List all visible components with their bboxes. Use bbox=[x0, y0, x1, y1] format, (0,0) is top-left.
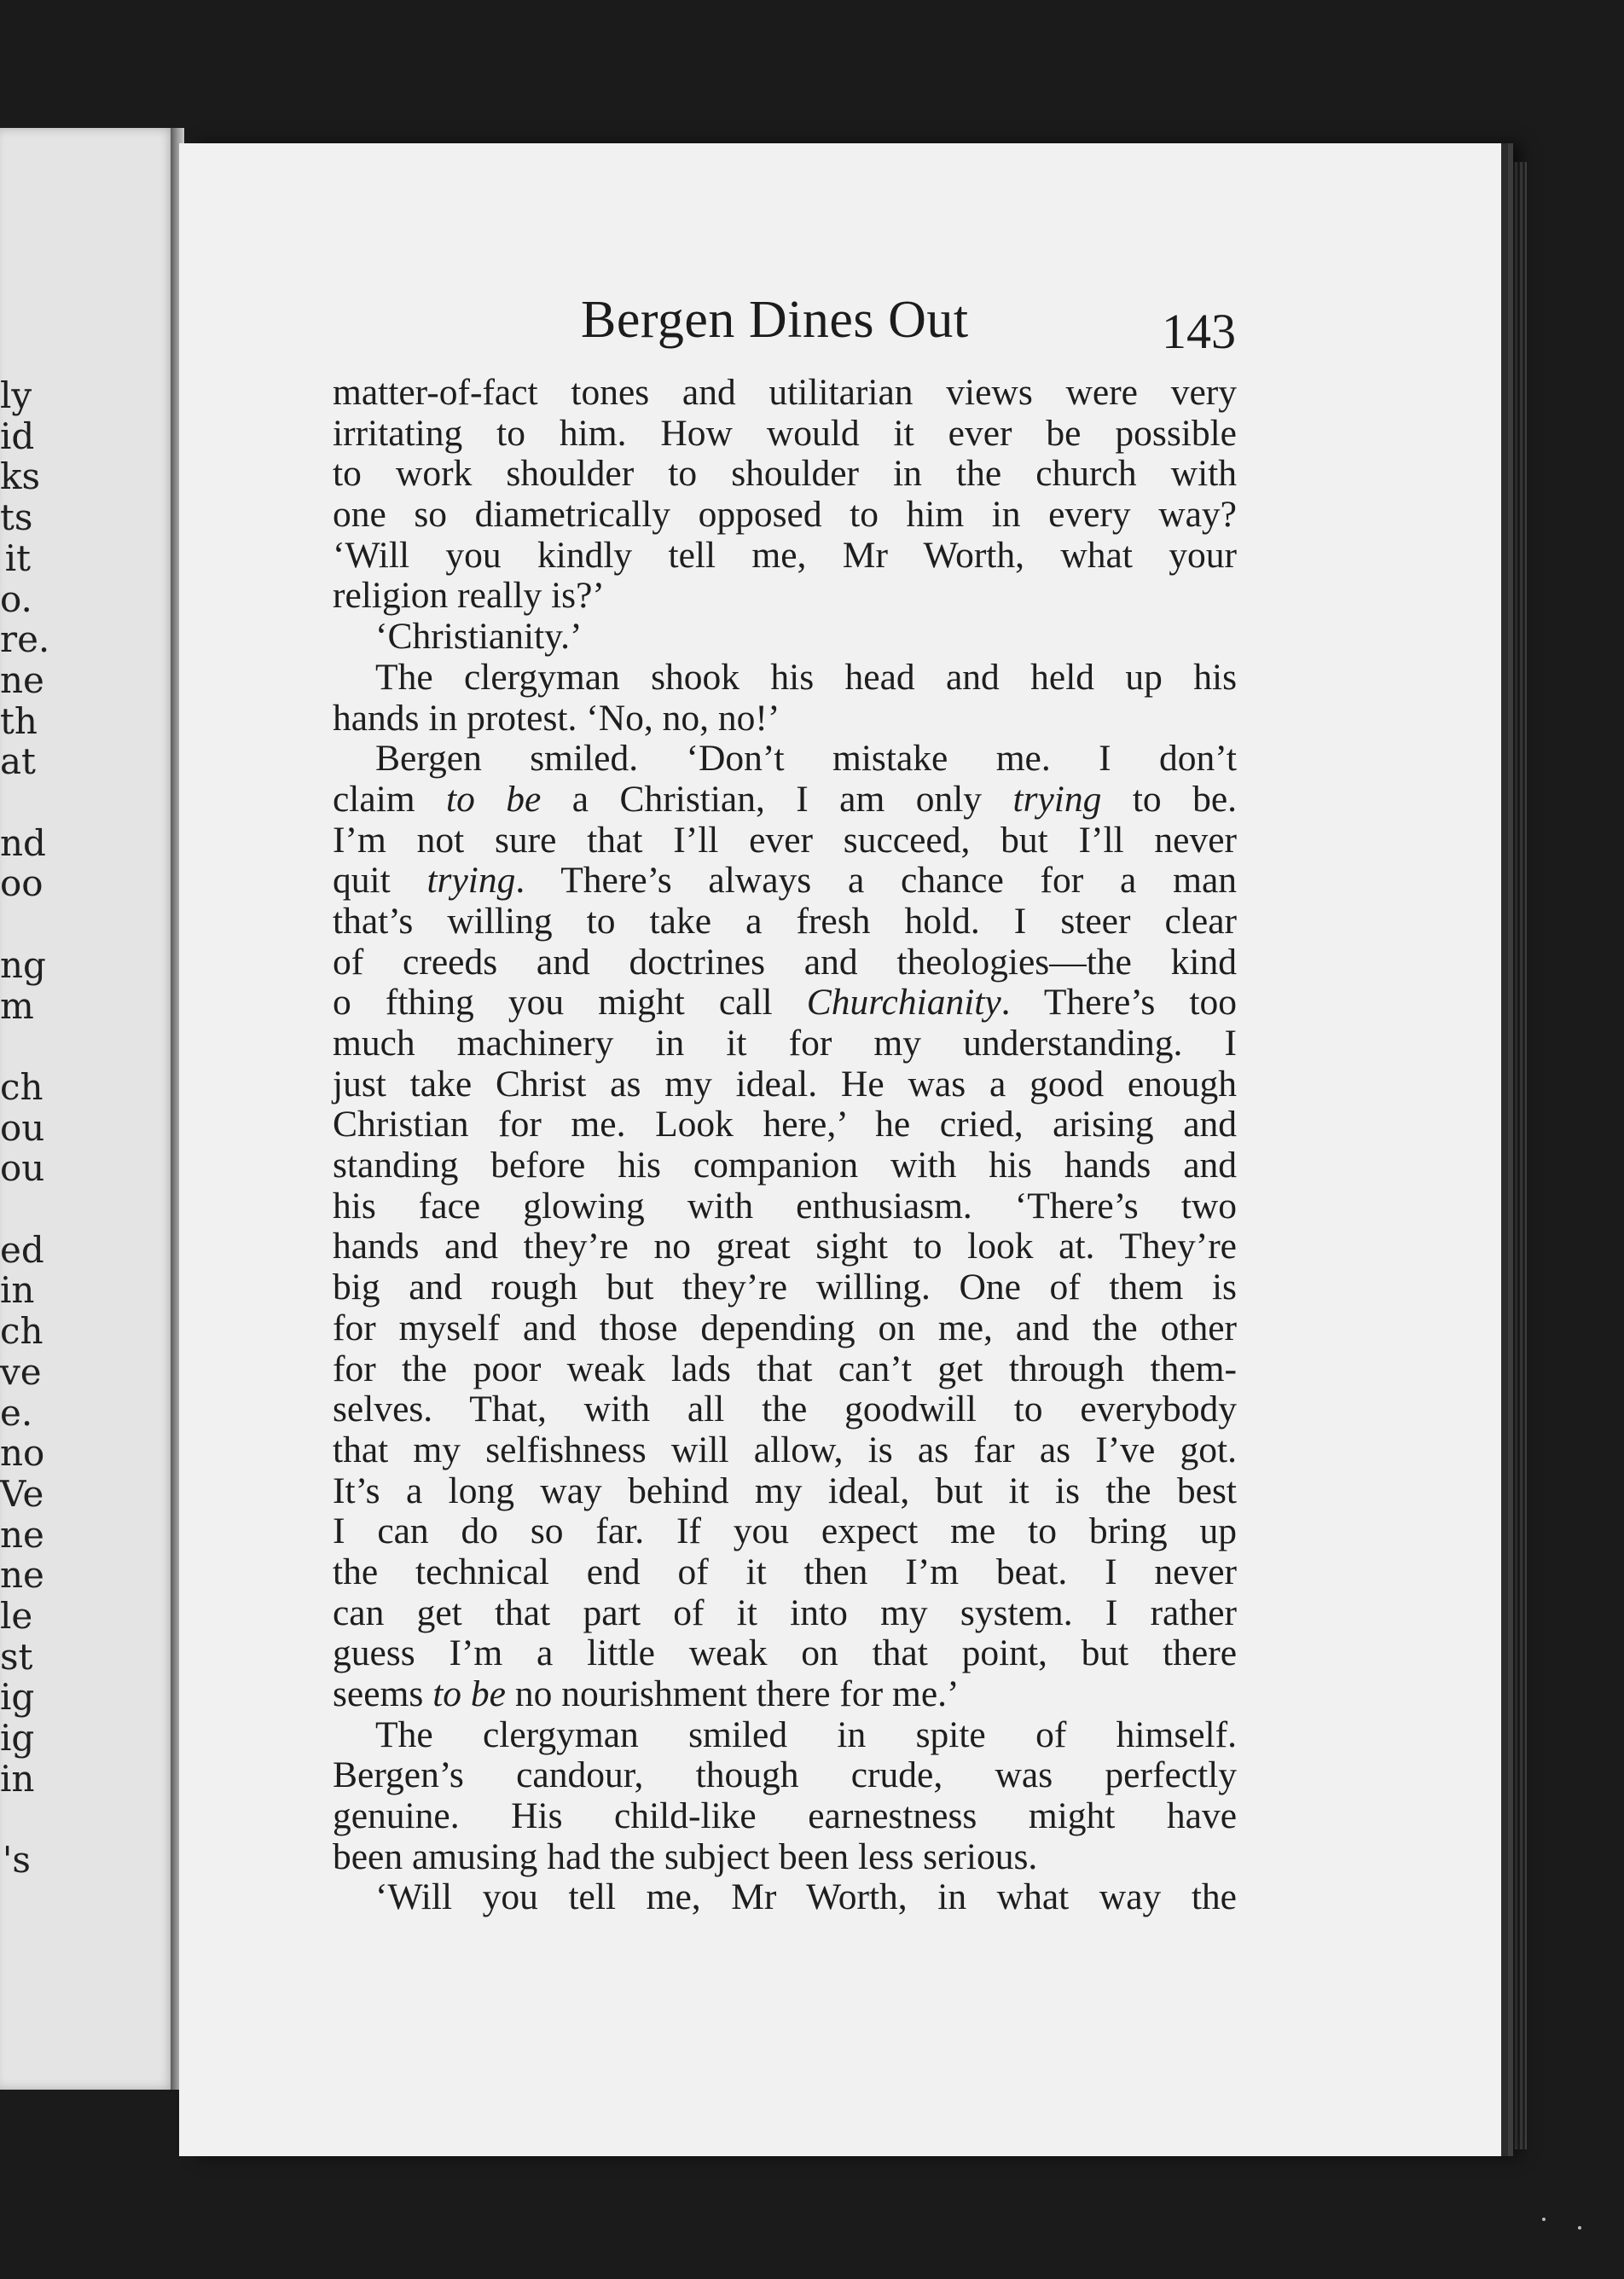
text-line: claim to be a Christian, I am only trying to be. bbox=[333, 778, 1237, 820]
left-page-fragment: o. bbox=[0, 577, 32, 620]
text-line: Christian for me. Look here,’ he cried, arising and bbox=[333, 1104, 1237, 1145]
text-line: Bergen smiled. ‘Don’t mistake me. I don’t bbox=[375, 738, 1237, 780]
text-line: quit trying. There’s always a chance for a man bbox=[333, 860, 1237, 902]
left-page-fragment: th bbox=[0, 699, 38, 742]
left-page-fragment: ed bbox=[0, 1228, 44, 1271]
left-page-fragment: it bbox=[4, 536, 31, 579]
left-page-fragment: at bbox=[0, 740, 36, 783]
text-line: The clergyman smiled in spite of himself. bbox=[375, 1714, 1237, 1755]
text-line: the technical end of it then I’m beat. I never bbox=[333, 1551, 1237, 1592]
text-line: I’m not sure that I’ll ever succeed, but I’ll never bbox=[333, 819, 1237, 861]
text-line: big and rough but they’re willing. One of them is bbox=[333, 1267, 1237, 1308]
text-line: religion really is?’ bbox=[333, 575, 605, 617]
left-page-fragment: st bbox=[0, 1635, 33, 1678]
left-page-fragment: ts bbox=[0, 496, 33, 539]
text-line: standing before his companion with his hands and bbox=[333, 1145, 1237, 1186]
text-line: one so diametrically opposed to him in every way? bbox=[333, 494, 1237, 536]
text-line: that my selfishness will allow, is as far as I’ve got. bbox=[333, 1429, 1237, 1470]
text-line: matter-of-fact tones and utilitarian views were very bbox=[333, 372, 1237, 413]
text-line: ‘Will you tell me, Mr Worth, in what way the bbox=[375, 1876, 1237, 1918]
left-page-fragment: ks bbox=[0, 455, 41, 498]
running-head: Bergen Dines Out bbox=[581, 291, 969, 349]
text-line: his face glowing with enthusiasm. ‘There’s two bbox=[333, 1185, 1237, 1226]
left-page-fragment: e. bbox=[0, 1391, 33, 1434]
left-page-fragment: no bbox=[0, 1432, 45, 1475]
page-number: 143 bbox=[1162, 304, 1236, 359]
text-line: The clergyman shook his head and held up his bbox=[375, 656, 1237, 698]
left-page-fragment: m bbox=[0, 984, 34, 1027]
text-line: seems to be no nourishment there for me.’ bbox=[333, 1673, 960, 1714]
text-line: just take Christ as my ideal. He was a good enough bbox=[333, 1063, 1237, 1105]
text-line: ‘Christianity.’ bbox=[375, 616, 583, 658]
text-line: can get that part of it into my system. I rather bbox=[333, 1592, 1237, 1633]
left-page-fragment: re. bbox=[0, 618, 50, 661]
left-page bbox=[0, 128, 175, 2090]
left-page-fragment: le bbox=[0, 1595, 33, 1637]
text-line: been amusing had the subject been less serious. bbox=[333, 1835, 1038, 1877]
text-line: o fthing you might call Churchianity. There’s too bbox=[333, 982, 1237, 1024]
text-line: of creeds and doctrines and theologies—the kind bbox=[333, 941, 1237, 983]
text-line: selves. That, with all the goodwill to everybody bbox=[333, 1389, 1237, 1430]
left-page-fragment: ig bbox=[0, 1717, 35, 1760]
text-line: irritating to him. How would it ever be possible bbox=[333, 412, 1237, 454]
left-page-fragment: ne bbox=[0, 658, 44, 701]
left-page-fragment: Ve bbox=[0, 1472, 44, 1515]
left-page-fragment: ng bbox=[0, 943, 46, 986]
body-text bbox=[333, 373, 1237, 1918]
left-page-fragment: in bbox=[0, 1757, 35, 1800]
left-page-fragment: oo bbox=[0, 862, 44, 905]
left-page-fragment: ou bbox=[0, 1106, 45, 1149]
text-line: hands in protest. ‘No, no, no!’ bbox=[333, 697, 780, 739]
left-page-fragment: ve bbox=[0, 1350, 42, 1393]
text-line: that’s willing to take a fresh hold. I steer clear bbox=[333, 900, 1237, 942]
left-page-fragment: ly bbox=[0, 374, 32, 416]
left-page-fragment: ig bbox=[0, 1676, 35, 1719]
dust-speck bbox=[1578, 2226, 1581, 2230]
text-line: ‘Will you kindly tell me, Mr Worth, what your bbox=[333, 534, 1237, 576]
text-line: It’s a long way behind my ideal, but it is the best bbox=[333, 1470, 1237, 1511]
left-page-fragment: ch bbox=[0, 1310, 44, 1353]
left-page-fragment: in bbox=[0, 1269, 35, 1312]
text-line: I can do so far. If you expect me to bring up bbox=[333, 1511, 1237, 1552]
left-page-fragment: id bbox=[0, 415, 35, 457]
text-line: much machinery in it for my understanding. I bbox=[333, 1023, 1237, 1064]
left-page-fragment: ne bbox=[0, 1554, 44, 1597]
text-line: guess I’m a little weak on that point, but there bbox=[333, 1632, 1237, 1674]
left-page-fragment: ch bbox=[0, 1065, 44, 1108]
text-line: hands and they’re no great sight to look at. They’re bbox=[333, 1226, 1237, 1267]
dust-speck bbox=[1542, 2218, 1546, 2221]
text-line: for the poor weak lads that can’t get through them- bbox=[333, 1348, 1237, 1389]
left-page-fragment: ne bbox=[0, 1513, 44, 1556]
text-line: to work shoulder to shoulder in the church with bbox=[333, 453, 1237, 495]
left-page-fragment: 's bbox=[2, 1839, 31, 1882]
text-line: for myself and those depending on me, and the other bbox=[333, 1307, 1237, 1348]
text-line: genuine. His child-like earnestness might have bbox=[333, 1795, 1237, 1837]
text-line: Bergen’s candour, though crude, was perfectly bbox=[333, 1754, 1237, 1796]
left-page-fragment: ou bbox=[0, 1147, 45, 1190]
left-page-fragment: nd bbox=[0, 821, 46, 864]
